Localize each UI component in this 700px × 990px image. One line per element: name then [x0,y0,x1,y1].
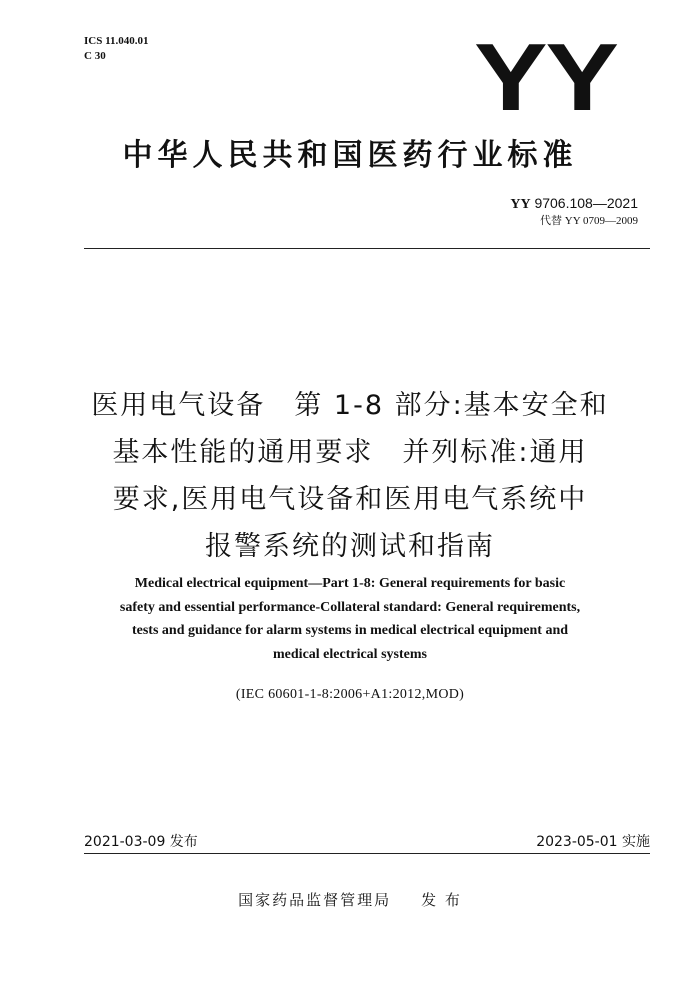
ics-code: ICS 11.040.01 [84,35,149,47]
standard-code: 9706.108—2021 [534,195,638,211]
chinese-title-line: 报警系统的测试和指南 [205,531,495,562]
publication-date: 2021-03-09 发布 [84,834,198,850]
issuer-action: 发 布 [421,891,462,909]
standard-number-block [510,194,638,229]
chinese-title-line: 基本性能的通用要求 并列标准:通用 [112,437,588,468]
english-title-line: safety and essential performance-Collateral standard: General requirements, [119,599,581,615]
classification-codes [84,34,149,64]
standard-number [510,194,638,214]
chinese-title-line: 要求,医用电气设备和医用电气系统中 [112,484,588,515]
chinese-title-line: 医用电气设备 第 1-8 部分:基本安全和 [91,390,609,421]
english-title-line: tests and guidance for alarm systems in medical electrical equipment and [131,623,569,638]
top-divider [84,248,650,249]
english-title-line: Medical electrical equipment—Part 1-8: General requirements for basic [134,576,566,591]
chinese-title [70,382,630,570]
standard-prefix: YY [510,197,531,212]
replaces-standard: 代替 YY 0709—2009 [540,215,638,227]
iec-reference: (IEC 60601-1-8:2006+A1:2012,MOD) [235,687,465,702]
issuer-name: 国家药品监督管理局 [238,891,392,909]
ccs-code: C 30 [84,50,106,62]
issuer-line [0,890,700,910]
bottom-divider [84,853,650,854]
implementation-date: 2023-05-01 实施 [536,834,650,850]
english-title-line: medical electrical systems [273,646,427,662]
yy-logo: YY [474,24,617,131]
english-title [80,572,620,666]
organization-title: 中华人民共和国医药行业标准 [122,138,578,173]
